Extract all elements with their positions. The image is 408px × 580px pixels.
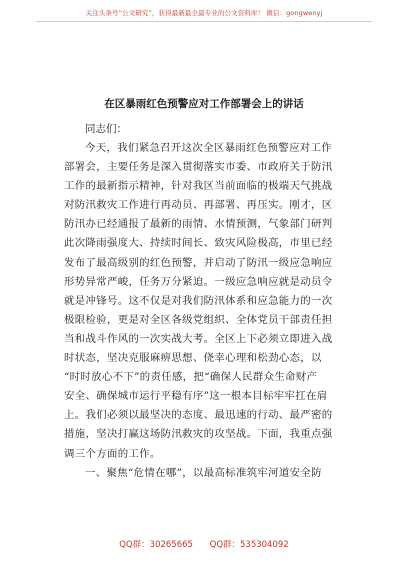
body-line: 工作的最新指示精神，针对我区当前面临的极端天气挑战 [64,180,333,193]
header-divider [36,21,372,22]
body-line: 安全、确保城市运行平稳有序”这一根本目标牢牢扛在肩 [64,390,328,403]
body-line: “时时放心不下”的责任感，把“确保人民群众生命财产 [64,371,318,384]
body-line: 形势异常严峻，任务万分紧迫。一级应急响应就是动员令 [64,275,333,288]
body-line: 一、聚焦“危情在哪”，以最高标准筑牢河道安全防 [85,466,322,479]
document-body [64,139,354,483]
body-line: 发布了最高级别的红色预警，并启动了防汛一级应急响应 [64,256,333,269]
footer-qq-group-2: QQ群：535304092 [209,540,289,550]
body-line: 部署会，主要任务是深入贯彻落实市委、市政府关于防汛 [64,161,333,174]
footer-qq-group-1: QQ群：30265665 [119,540,193,550]
body-line: 就是冲锋号。这不仅是对我们防汛体系和应急能力的一次 [64,294,333,307]
body-line: 极限检验，更是对全区各级党组织、全体党员干部责任担 [64,313,333,326]
body-line: 防汛办已经通报了最新的雨情、水情预测，气象部门研判 [64,218,333,231]
body-line: 调三个方面的工作。 [64,447,161,460]
body-line: 措施，坚决打赢这场防汛救灾的攻坚战。下面，我重点强 [64,428,333,441]
body-line: 时状态，坚决克服麻痹思想、侥幸心理和松劲心态，以 [64,352,322,365]
footer-contact [0,538,408,550]
salutation: 同志们： [85,123,127,135]
header-note: 关注头条号“公文研究”，获得最新最全最专业的公文资料库！ 微信：gongwenyj [85,9,323,17]
body-line: 此次降雨强度大、持续时间长、致灾风险极高，市里已经 [64,237,333,250]
body-line: 上。我们必须以最坚决的态度、最迅速的行动、最严密的 [64,409,333,422]
document-title: 在区暴雨红色预警应对工作部署会上的讲话 [104,98,304,110]
body-line: 当和战斗作风的一次实战大考。全区上下必须立即进入战 [64,332,333,345]
body-line: 今天，我们紧急召开这次全区暴雨红色预警应对工作 [85,142,333,154]
body-line: 对防汛救灾工作进行再动员、再部署、再压实。刚才，区 [64,199,333,212]
